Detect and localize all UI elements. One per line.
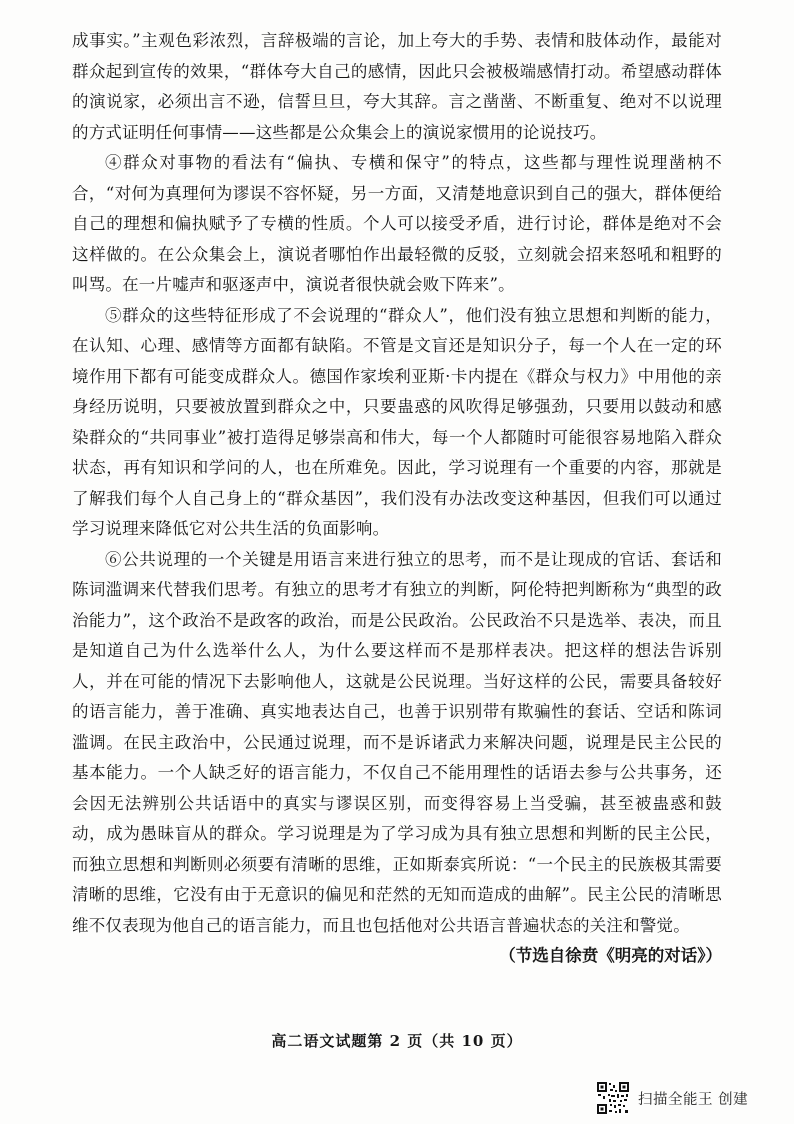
paragraph-continued: 成事实。”主观色彩浓烈，言辞极端的言论，加上夸大的手势、表情和肢体动作，最能对群众起到宣传的效果，“群体夸大自己的感情，因此只会被极端感情打动。希望感动群体的演说家，必须出言不逊，信誓旦旦，夸大其辞。言之凿凿、不断重复、绝对不以说理的方式证明任何事情——这些都是公众集会上的演说家惯用的论说技巧。 (72, 31, 722, 142)
watermark-label: 扫描全能王 创建 (638, 1091, 749, 1108)
article-body (72, 26, 722, 972)
qr-code-icon (596, 1081, 630, 1115)
paragraph-4: ④群众对事物的看法有“偏执、专横和保守”的特点，这些都与理性说理凿枘不合，“对何为真理何为谬误不容怀疑，另一方面，又清楚地意识到自己的强大，群体便给自己的理想和偏执赋予了专横的性质。个人可以接受矛盾，进行讨论，群体是绝对不会这样做的。在公众集会上，演说者哪怕作出最轻微的反驳，立刻就会招来怒吼和粗野的叫骂。在一片嘘声和驱逐声中，演说者很快就会败下阵来”。 (72, 153, 722, 294)
scanner-watermark (596, 1080, 748, 1116)
paragraph-6: ⑥公共说理的一个关键是用语言来进行独立的思考，而不是让现成的官话、套话和陈词滥调来代替我们思考。有独立的思考才有独立的判断，阿伦特把判断称为“典型的政治能力”，这个政治不是政客的政治，而是公民政治。公民政治不只是选举、表决，而且是知道自己为什么选举什么人，为什么要这样而不是那样表决。把这样的想法告诉别人，并在可能的情况下去影响他人，这就是公民说理。当好这样的公民，需要具备较好的语言能力，善于准确、真实地表达自己，也善于识别带有欺骗性的套话、空话和陈词滥调。在民主政治中，公民通过说理，而不是诉诸武力来解决问题，说理是民主公民的基本能力。一个人缺乏好的语言能力，不仅自己不能用理性的话语去参与公共事务，还会因无法辨别公共话语中的真实与谬误区别，而变得容易上当受骗，甚至被蛊惑和鼓动，成为愚昧盲从的群众。学习说理是为了学习成为具有独立思想和判断的民主公民，而独立思想和判断则必须要有清晰的思维，正如斯泰宾所说：“一个民主的民族极其需要清晰的思维，它没有由于无意识的偏见和茫然的无知而造成的曲解”。民主公民的清晰思维不仅表现为他自己的语言能力，而且也包括他对公共语言普遍状态的关注和警觉。 (72, 549, 722, 935)
paragraph-5: ⑤群众的这些特征形成了不会说理的“群众人”，他们没有独立思想和判断的能力，在认知、心理、感情等方面都有缺陷。不管是文盲还是知识分子，每一个人在一定的环境作用下都有可能变成群众人。德国作家埃利亚斯·卡内提在《群众与权力》中用他的亲身经历说明，只要被放置到群众之中，只要蛊惑的风吹得足够强劲，只要用以鼓动和感染群众的“共同事业”被打造得足够崇高和伟大，每一个人都随时可能很容易地陷入群众状态，再有知识和学问的人，也在所难免。因此，学习说理有一个重要的内容，那就是了解我们每个人自己身上的“群众基因”，我们没有办法改变这种基因，但我们可以通过学习说理来降低它对公共生活的负面影响。 (72, 305, 722, 538)
page-footer: 高二语文试题第 2 页（共 10 页） (271, 1032, 523, 1050)
source-citation: （节选自徐贲《明亮的对话》） (499, 946, 722, 965)
